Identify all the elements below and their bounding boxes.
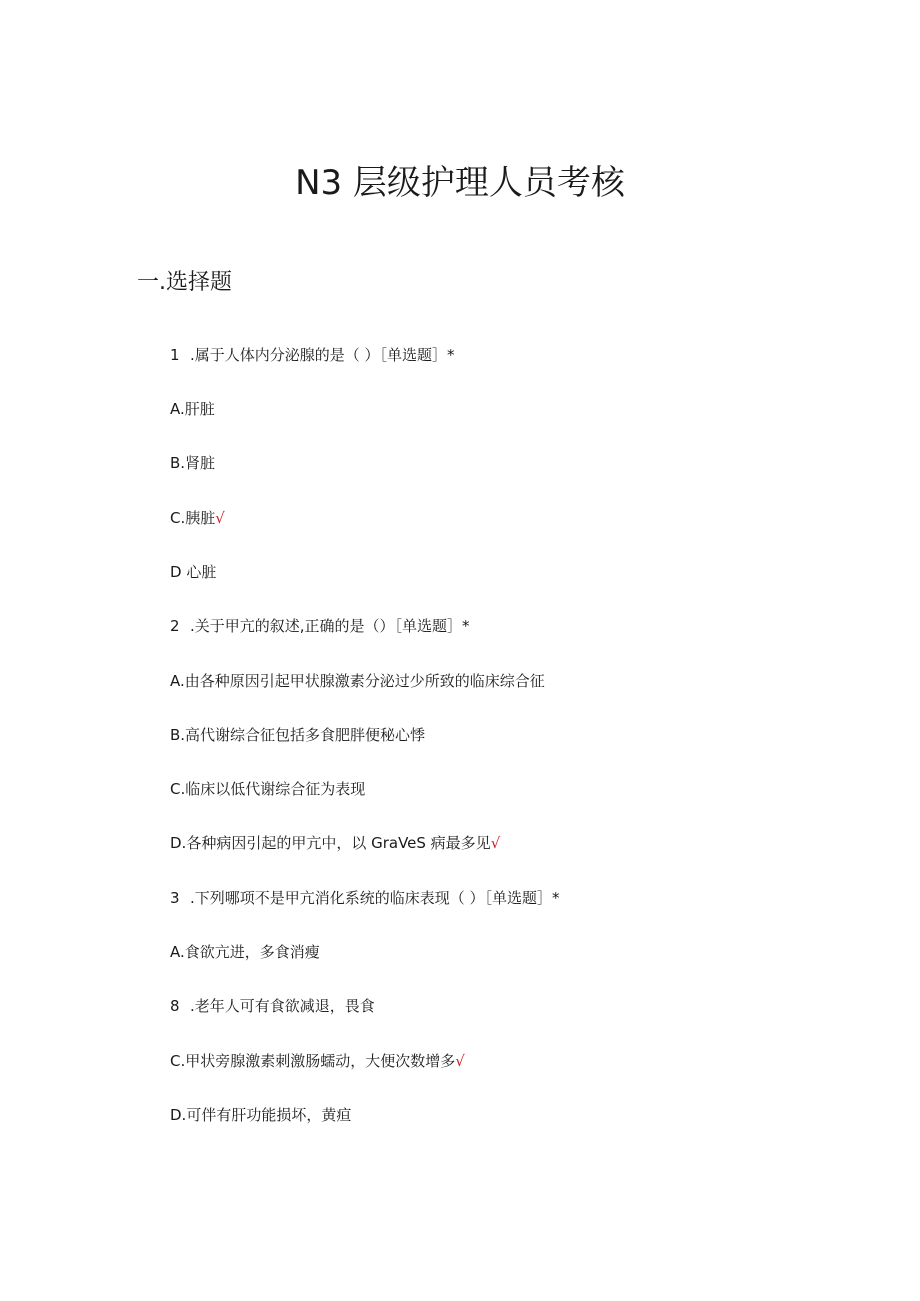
option-text: .老年人可有食欲减退，畏食 — [190, 997, 375, 1015]
question-number: 3 — [170, 889, 180, 907]
correct-check-icon: √ — [490, 834, 501, 852]
option-2b[interactable] — [170, 724, 425, 746]
option-text: C.临床以低代谢综合征为表现 — [170, 780, 366, 798]
option-1d[interactable] — [170, 561, 216, 583]
option-text: B.高代谢综合征包括多食肥胖便秘心悸 — [170, 726, 426, 744]
option-1b[interactable] — [170, 452, 215, 474]
question-text: .属于人体内分泌腺的是（ ）［单选题］* — [190, 346, 455, 364]
option-1c[interactable] — [170, 507, 225, 529]
option-2d[interactable] — [170, 832, 500, 854]
section-heading: 一.选择题 — [137, 270, 232, 295]
correct-check-icon: √ — [215, 509, 225, 527]
option-text: D.各种病因引起的甲亢中，以 GraVeS 病最多见 — [170, 834, 491, 852]
option-text: D.可伴有肝功能损坏，黄疸 — [170, 1106, 352, 1124]
question-text: .关于甲亢的叙述,正确的是（）［单选题］* — [190, 617, 470, 635]
question-text: .下列哪项不是甲亢消化系统的临床表现（ ）［单选题］* — [190, 889, 560, 907]
option-text: A.由各种原因引起甲状腺激素分泌过少所致的临床综合征 — [170, 672, 545, 690]
option-text: D 心脏 — [170, 563, 217, 581]
question-number: 2 — [170, 617, 180, 635]
question-3 — [170, 887, 560, 909]
option-3c[interactable] — [170, 1050, 465, 1072]
option-text: A.肝脏 — [170, 400, 215, 418]
option-text: C.甲状旁腺激素刺激肠蠕动，大便次数增多 — [170, 1052, 456, 1070]
page-title: N3 层级护理人员考核 — [295, 163, 625, 203]
option-3a[interactable] — [170, 941, 320, 963]
option-1a[interactable] — [170, 398, 215, 420]
option-text: A.食欲亢进，多食消瘦 — [170, 943, 320, 961]
option-2a[interactable] — [170, 670, 545, 692]
correct-check-icon: √ — [455, 1052, 465, 1070]
option-text: C.胰脏 — [170, 509, 216, 527]
question-2 — [170, 615, 470, 637]
question-number: 1 — [170, 346, 180, 364]
option-text: B.肾脏 — [170, 454, 216, 472]
option-3d[interactable] — [170, 1104, 351, 1126]
question-1 — [170, 344, 455, 366]
option-3b[interactable] — [170, 995, 375, 1017]
option-2c[interactable] — [170, 778, 365, 800]
option-number: 8 — [170, 997, 180, 1015]
